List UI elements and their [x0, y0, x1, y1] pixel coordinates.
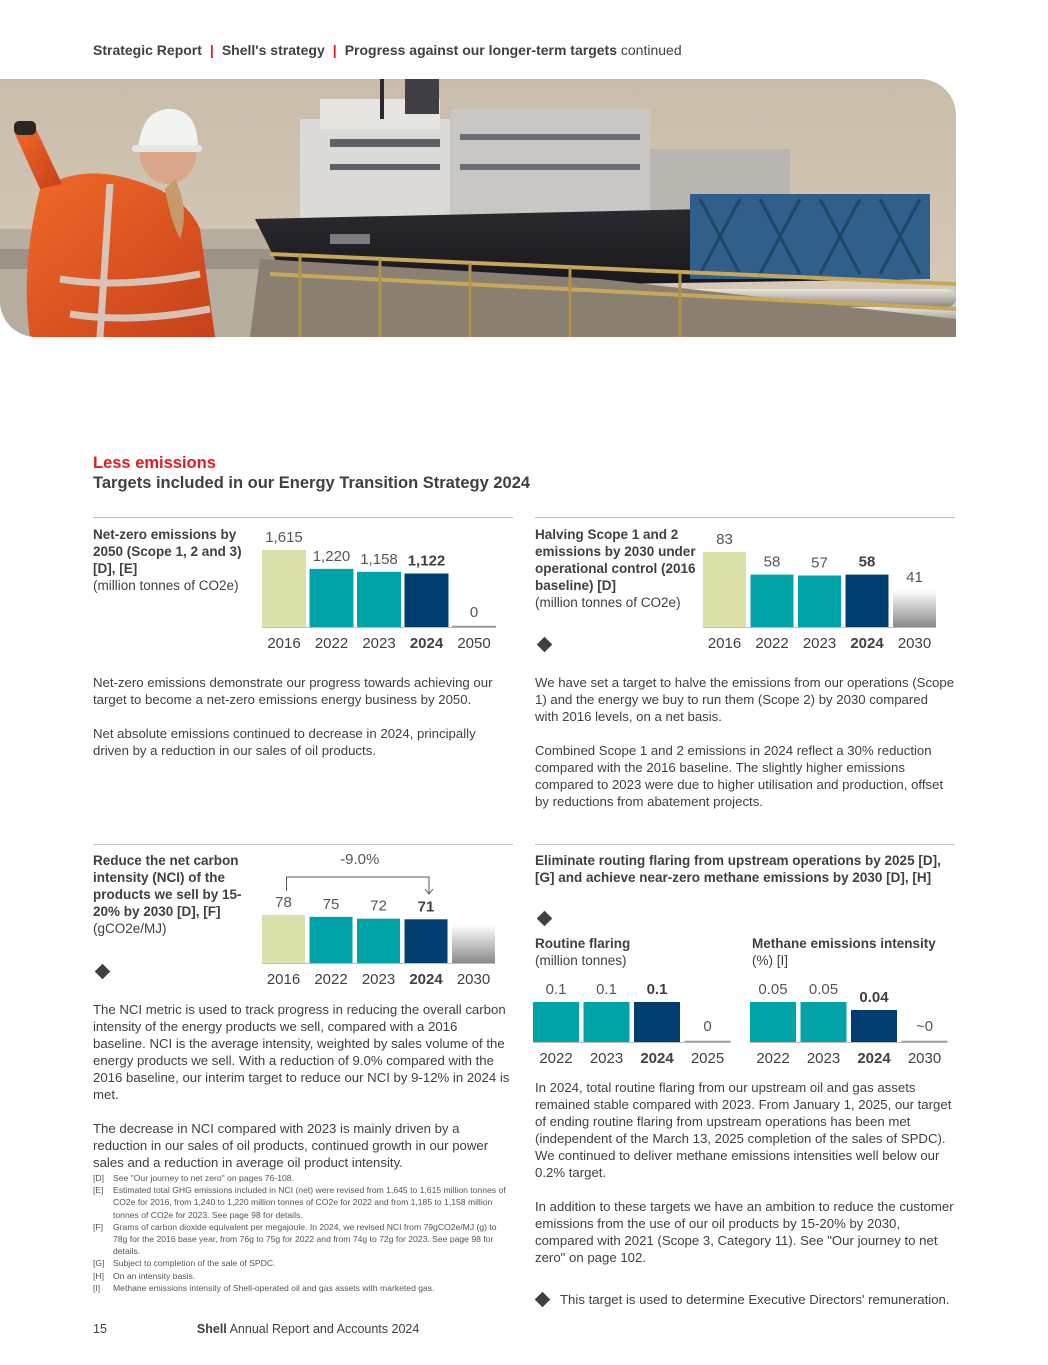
metric-nci-unit: (gCO2e/MJ)	[93, 921, 167, 936]
metric-nci-text	[93, 1001, 513, 1188]
chart-bar	[262, 915, 305, 963]
footnote	[93, 1221, 513, 1258]
routine-flaring-title: Routine flaring	[535, 936, 631, 951]
footnote-text: Methane emissions intensity of Shell-operated oil and gas assets with marketed gas.	[113, 1282, 435, 1293]
chart-data-label: 0	[469, 604, 479, 621]
chart-bar	[310, 917, 353, 963]
footnote-text: Grams of carbon dioxide equivalent per megajoule. In 2024, we revised NCI from 79gCO2e/MJ (g) to 78g for the 2016 base year, from 76g to 75g for 2022 and from 74g to 72g for 2023. See page 98 for details.	[113, 1221, 497, 1257]
chart-tick-label: 2016	[707, 635, 742, 652]
chart-tick-label: 2024	[640, 1050, 674, 1067]
chart-bar	[750, 1002, 796, 1042]
section-title: Less emissions	[93, 454, 216, 472]
footnote-key: [I]	[93, 1282, 101, 1293]
paragraph: We have set a target to halve the emissions from our operations (Scope 1) and the energy we buy to run them (Scope 2) by 2030 compared with 2016 levels, on a net basis.	[535, 675, 955, 724]
paragraph: Net absolute emissions continued to decrease in 2024, principally driven by a reduction in our sales of oil products.	[93, 726, 476, 758]
breadcrumb	[93, 42, 682, 58]
chart-tick-label: 2024	[409, 971, 443, 988]
chart-data-label: 0.04	[859, 989, 889, 1006]
chart-tick-label: 2024	[409, 635, 444, 652]
chart-data-label: 71	[417, 898, 435, 916]
chart-bar	[357, 572, 401, 627]
metric-nci-title: Reduce the net carbon intensity (NCI) of the products we sell by 15-20% by 2030 [D], [F]	[93, 853, 242, 919]
chart-data-label: 58	[858, 553, 876, 571]
paragraph: In addition to these targets we have an ambition to reduce the customer emissions from the use of our oil products by 15-20% by 2030, compared with 2021 (Scope 3, Category 11). See "Our journey to net zero" on page 102.	[535, 1199, 954, 1265]
chart-tick-label: 2023	[362, 635, 396, 652]
footnote	[93, 1184, 513, 1221]
chart-data-label: 0.05	[758, 981, 788, 998]
paragraph: In 2024, total routine flaring from our upstream oil and gas assets remained stable compared with 2023. From January 1, 2025, our target of ending routine flaring from upstream operations has been met (independent of the March 13, 2025 completion of the sales of SPDC). We continued to deliver methane emissions intensities well below our 0.2% target.	[535, 1080, 952, 1180]
chart-bar	[703, 552, 746, 627]
chart-bar	[310, 569, 354, 627]
chart-bar	[751, 575, 794, 627]
metric-flaring-label	[535, 852, 945, 886]
chart-data-label: 1,220	[312, 547, 351, 565]
metric-netzero-unit: (million tonnes of CO2e)	[93, 578, 239, 593]
chart-data-label: 57	[811, 554, 828, 572]
footnote-text: Subject to completion of the sale of SPDC.	[113, 1258, 276, 1269]
chart-bar	[584, 1002, 630, 1042]
footnote	[93, 1282, 513, 1294]
chart-tick-label: 2030	[456, 971, 491, 988]
metric-flaring-text	[535, 1079, 955, 1283]
chart-data-label: 78	[275, 894, 292, 911]
chart-bar	[452, 925, 495, 963]
chart-tick-label: 2022	[539, 1050, 573, 1067]
chart-tick-label: 2023	[806, 1050, 841, 1067]
metric-netzero-label	[93, 526, 253, 594]
footnote-text: Estimated total GHG emissions included in NCI (net) were revised from 1,645 to 1,615 million tonnes of CO2e for 2016, from 1,240 to 1,220 million tonnes of CO2e for 2022 and from 1,185 to 1,158 million tonnes of CO2e for 2023. See page 98 for details.	[113, 1185, 506, 1220]
chart-bar	[405, 574, 449, 627]
metric-scope12-text	[535, 674, 955, 827]
chart-bar	[851, 1010, 897, 1042]
footnote	[93, 1257, 513, 1269]
chart-tick-label: 2022	[314, 635, 349, 652]
chart-tick-label: 2030	[897, 635, 932, 652]
metric-flaring-title: Eliminate routing flaring from upstream operations by 2025 [D], [G] and achieve near-zero methane emissions by 2030 [D], [H]	[535, 853, 941, 885]
footnotes	[93, 1172, 513, 1294]
routine-flaring-label	[535, 935, 735, 969]
methane-label	[752, 935, 952, 969]
chart-bar	[846, 575, 889, 627]
metric-netzero-text	[93, 674, 513, 776]
chart-methane	[750, 972, 955, 1077]
breadcrumb-separator: |	[209, 42, 214, 58]
chart-netzero-svg	[262, 524, 512, 659]
remuneration-key	[537, 1292, 950, 1307]
chart-tick-label: 2023	[589, 1050, 624, 1067]
chart-data-label: 0.1	[545, 981, 567, 998]
chart-data-label: 0.1	[596, 981, 617, 998]
chart-annotation-label: -9.0%	[340, 851, 380, 868]
footnote-key: [E]	[93, 1185, 104, 1196]
chart-nci-svg	[262, 848, 512, 993]
metric-netzero-title: Net-zero emissions by 2050 (Scope 1, 2 and 3) [D], [E]	[93, 527, 242, 576]
chart-data-label: 1,122	[407, 552, 446, 570]
footnote-key: [D]	[93, 1173, 104, 1183]
section-subtitle: Targets included in our Energy Transition Strategy 2024	[93, 474, 531, 492]
chart-data-label: 83	[716, 531, 733, 548]
divider	[535, 517, 955, 518]
breadcrumb-separator: |	[332, 42, 337, 58]
breadcrumb-progress: Progress against our longer-term targets	[344, 42, 617, 58]
chart-bar	[801, 1002, 847, 1042]
chart-tick-label: 2023	[802, 635, 837, 652]
footnote-key: [H]	[93, 1270, 104, 1281]
hero-photo	[0, 79, 956, 337]
chart-bar	[405, 919, 448, 963]
chart-bar	[262, 550, 306, 627]
chart-tick-label: 2030	[907, 1050, 942, 1067]
chart-data-label: 72	[370, 897, 387, 915]
paragraph: The NCI metric is used to track progress in reducing the overall carbon intensity of the energy products we sell, compared with a 2016 baseline. NCI is the average intensity, weighted by sales volume of the energy products we sell. With a reduction of 9.0% compared with the 2016 baseline, our interim target to reduce our NCI by 9-12% in 2024 is met.	[93, 1002, 510, 1102]
divider	[535, 844, 955, 845]
metric-scope12-title: Halving Scope 1 and 2 emissions by 2030 under operational control (2016 baseline) [D]	[535, 527, 696, 593]
chart-tick-label: 2016	[267, 635, 301, 652]
chart-nci	[262, 848, 512, 998]
remuneration-diamond-icon	[95, 964, 111, 980]
chart-tick-label: 2022	[755, 635, 789, 652]
chart-bar	[634, 1002, 680, 1042]
chart-tick-label: 2016	[266, 971, 301, 988]
divider	[93, 517, 513, 518]
chart-bar	[893, 590, 936, 627]
chart-data-label: 58	[763, 553, 781, 571]
footnote	[93, 1270, 513, 1282]
chart-tick-label: 2024	[857, 1050, 891, 1067]
chart-data-label: 0.05	[808, 981, 839, 998]
chart-tick-label: 2022	[756, 1050, 790, 1067]
paragraph: Combined Scope 1 and 2 emissions in 2024 reflect a 30% reduction compared with the 2016 baseline. The slightly higher emissions compared to 2023 were due to higher utilisation and production, offset by reductions from abatement projects.	[535, 743, 944, 809]
chart-netzero	[262, 524, 512, 664]
chart-scope12-svg	[703, 524, 953, 659]
chart-routine-flaring	[533, 972, 738, 1077]
breadcrumb-continued: continued	[620, 42, 682, 58]
metric-scope12-unit: (million tonnes of CO2e)	[535, 595, 681, 610]
chart-data-label: 0.1	[646, 981, 668, 998]
page-number: 15	[93, 1322, 107, 1336]
chart-data-label: ~0	[915, 1018, 934, 1035]
remuneration-diamond-icon	[537, 637, 553, 653]
chart-methane-svg	[750, 972, 955, 1072]
chart-data-label: 0	[703, 1018, 712, 1035]
metric-scope12-label	[535, 526, 700, 611]
breadcrumb-strategic-report: Strategic Report	[93, 42, 202, 58]
remuneration-diamond-icon	[535, 1292, 551, 1308]
footer-doc-title: Annual Report and Accounts 2024	[229, 1322, 420, 1336]
footnote-text: On an intensity basis.	[113, 1270, 196, 1281]
routine-flaring-unit: (million tonnes)	[535, 953, 627, 968]
footnote-key: [G]	[93, 1258, 105, 1269]
metric-nci-label	[93, 852, 253, 937]
chart-bar	[798, 575, 841, 627]
remuneration-diamond-icon	[537, 911, 553, 927]
footnote	[93, 1172, 513, 1184]
remuneration-key-text: This target is used to determine Executive Directors' remuneration.	[560, 1292, 950, 1307]
chart-bar	[357, 919, 400, 963]
chart-bar	[533, 1002, 579, 1042]
footnote-text: See "Our journey to net zero" on pages 76-108.	[113, 1173, 294, 1183]
chart-tick-label: 2025	[690, 1050, 725, 1067]
hero-photo-illustration	[0, 79, 956, 337]
chart-tick-label: 2050	[457, 635, 491, 652]
chart-routine-flaring-svg	[533, 972, 738, 1072]
paragraph: The decrease in NCI compared with 2023 is mainly driven by a reduction in our sales of oil products, continued growth in our power sales and a reduction in average oil product intensity.	[93, 1121, 489, 1170]
chart-data-label: 41	[906, 568, 923, 586]
methane-unit: (%) [I]	[752, 953, 788, 968]
chart-annotation-bracket	[287, 877, 430, 893]
chart-tick-label: 2024	[850, 635, 884, 652]
chart-tick-label: 2022	[314, 971, 348, 988]
methane-title: Methane emissions intensity	[752, 936, 936, 951]
paragraph: Net-zero emissions demonstrate our progress towards achieving our target to become a net-zero emissions energy business by 2050.	[93, 675, 493, 707]
chart-data-label: 1,615	[265, 529, 303, 546]
footnote-key: [F]	[93, 1221, 104, 1232]
chart-data-label: 1,158	[360, 550, 398, 568]
chart-data-label: 75	[322, 895, 340, 913]
chart-scope12	[703, 524, 953, 664]
page-footer	[93, 1322, 419, 1336]
footer-brand: Shell	[196, 1322, 227, 1336]
breadcrumb-shells-strategy: Shell's strategy	[221, 42, 325, 58]
divider	[93, 844, 513, 845]
chart-tick-label: 2023	[361, 971, 396, 988]
